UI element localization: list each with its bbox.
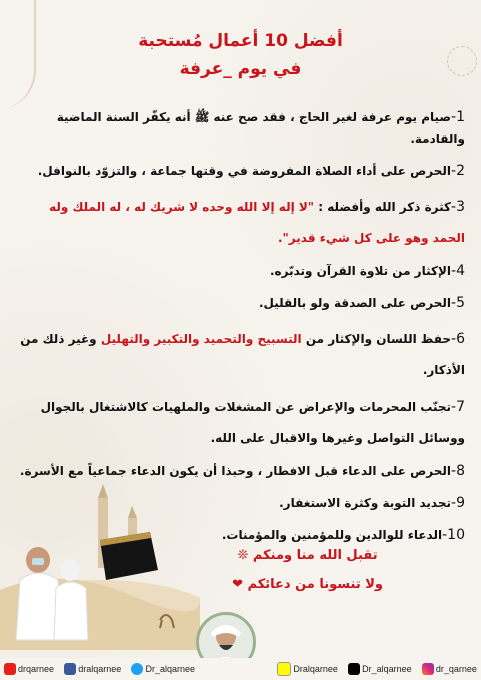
item-text: الحرص على أداء الصلاة المفروضة في وقتها جماعة ، والتزوّد بالنوافل. [37, 164, 452, 178]
item-number: 4- [451, 263, 465, 279]
twitter-icon [131, 663, 143, 675]
item-number: 1- [451, 109, 465, 125]
item-text: صيام يوم عرفة لغير الحاج ، فقد صح عنه ﷺ أنه يكفّر السنة الماضية والقادمة. [56, 110, 465, 146]
x-handle: Dr_alqarnee [362, 664, 412, 674]
item-text: تجنّب المحرمات والإعراض عن المشغلات والملهيات كالاشتغال بالجوال ووسائل التواصل وغيرها والاقبال على الله. [40, 400, 465, 445]
item-text: وغير ذلك من الأذكار. [20, 332, 465, 377]
item-number: 3- [451, 199, 465, 215]
item-text: الحرص على الصدقة ولو بالقليل. [258, 296, 452, 310]
list-item [17, 324, 465, 386]
x-link[interactable] [348, 663, 412, 675]
snapchat-link[interactable] [277, 662, 338, 676]
item-text-highlight: "لا إله إلا الله وحده لا شريك له ، له الملك وله الحمد وهو على كل شيء قدير". [49, 200, 465, 245]
item-number: 8- [451, 463, 465, 479]
item-number: 2- [451, 163, 465, 179]
snapchat-icon [277, 662, 291, 676]
item-text-highlight: التسبيح والتحميد والتكبير والتهليل [100, 332, 302, 346]
instagram-link[interactable] [422, 663, 477, 675]
item-text: حفظ اللسان والإكثار من [301, 332, 452, 346]
list-item [17, 106, 465, 150]
page-subtitle: في يوم _عرفة [179, 59, 302, 79]
facebook-handle: dralqarnee [78, 664, 122, 674]
item-text: كثرة ذكر الله وأفضله : [314, 200, 452, 214]
youtube-handle: drqarnee [18, 664, 55, 674]
item-number: 10- [442, 527, 465, 543]
page-title: أفضل 10 أعمال مُستحبة [138, 31, 343, 51]
item-text: تجديد التوبة وكثرة الاستغفار. [279, 496, 452, 510]
facebook-link[interactable] [64, 663, 121, 675]
closing-line: ولا تنسونا من دعائكم ❤ [232, 577, 383, 592]
item-text: الدعاء للوالدين وللمؤمنين والمؤمنات. [221, 528, 443, 542]
youtube-link[interactable] [4, 663, 54, 675]
list-item [17, 192, 465, 254]
item-number: 9- [451, 495, 465, 511]
youtube-icon [4, 663, 16, 675]
facebook-icon [64, 663, 76, 675]
twitter-link[interactable] [131, 663, 195, 675]
item-text: الإكثار من تلاوة القرآن وتدبّره. [269, 264, 452, 278]
instagram-handle: dr_qarnee [435, 664, 477, 674]
list-item [17, 292, 465, 314]
closing-line: تقبل الله منا ومنكم ❊ [237, 548, 378, 563]
list-item [17, 392, 465, 454]
item-number: 5- [451, 295, 465, 311]
snapchat-handle: Dralqarnee [293, 664, 338, 674]
pilgrims-kaaba-illustration [0, 470, 200, 650]
header [0, 30, 481, 80]
x-icon [348, 663, 360, 675]
closing-message [232, 548, 383, 606]
list-item [17, 260, 465, 282]
item-number: 6- [451, 331, 465, 347]
twitter-handle: Dr_alqarnee [145, 664, 195, 674]
item-text: الحرص على الدعاء قبل الافطار ، وحبذا أن يكون الدعاء جماعياً مع الأسرة. [19, 464, 452, 478]
list-item [17, 160, 465, 182]
instagram-icon [422, 663, 434, 675]
item-number: 7- [451, 399, 465, 415]
social-footer [0, 658, 481, 680]
